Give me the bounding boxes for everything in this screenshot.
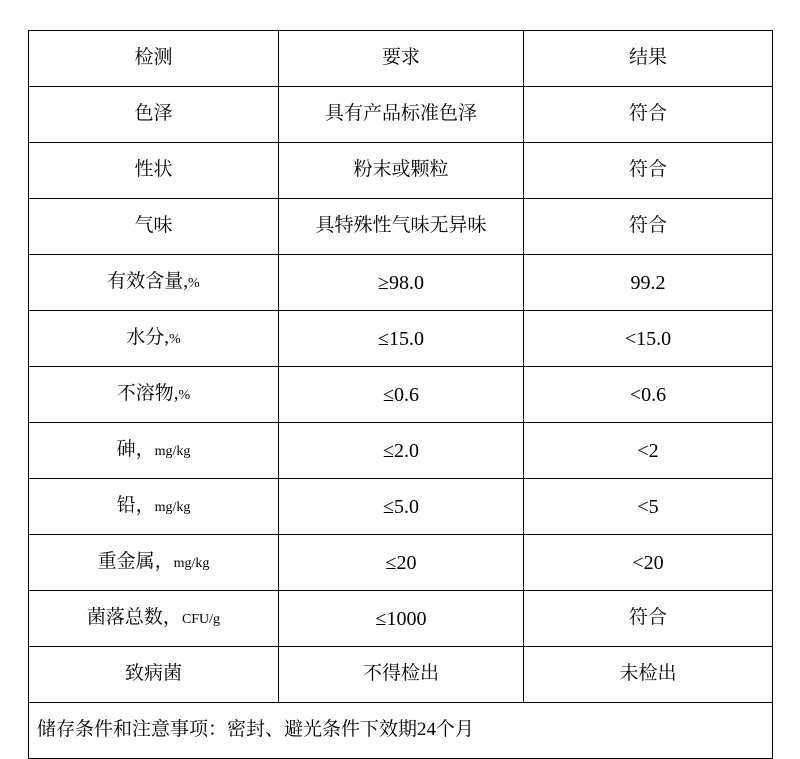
cell-requirement (279, 143, 524, 199)
cell-item-label: 性状 (134, 159, 173, 181)
table-row (29, 423, 773, 479)
cell-item (29, 535, 279, 591)
cell-result (524, 255, 773, 311)
cell-item (29, 647, 279, 703)
table-footer-row (29, 703, 773, 759)
cell-item-label: 致病菌 (124, 663, 182, 685)
table-row (29, 479, 773, 535)
cell-item-label (29, 607, 278, 630)
cell-item-text: 菌落总数， (86, 607, 182, 629)
cell-item-label (29, 327, 278, 350)
cell-item-text: 铅， (116, 495, 155, 517)
cell-requirement-label: ≤0.6 (383, 383, 419, 406)
cell-requirement (279, 87, 524, 143)
cell-item-unit: mg/kg (154, 500, 191, 516)
cell-item-label (29, 551, 278, 574)
cell-requirement-label: 粉末或颗粒 (353, 159, 449, 181)
column-header-result-label: 结果 (628, 47, 667, 69)
cell-item (29, 255, 279, 311)
cell-item-label (29, 439, 278, 462)
cell-result-label: 未检出 (619, 663, 677, 685)
cell-item-text: 重金属， (97, 551, 174, 573)
cell-requirement (279, 199, 524, 255)
spec-table-container (28, 30, 772, 759)
cell-result (524, 423, 773, 479)
cell-requirement (279, 367, 524, 423)
cell-result (524, 311, 773, 367)
cell-requirement (279, 591, 524, 647)
cell-requirement-label: ≤15.0 (378, 327, 424, 350)
cell-requirement-label: 不得检出 (362, 663, 439, 685)
cell-item (29, 199, 279, 255)
cell-result-label: 符合 (628, 607, 667, 629)
cell-result (524, 479, 773, 535)
cell-item (29, 87, 279, 143)
cell-requirement (279, 311, 524, 367)
cell-result-label: <0.6 (629, 383, 667, 406)
cell-result-label: <20 (632, 551, 664, 574)
column-header-result (524, 31, 773, 87)
storage-note-cell (29, 703, 773, 759)
table-row (29, 199, 773, 255)
cell-item-label: 气味 (134, 215, 173, 237)
storage-note-label: 储存条件和注意事项：密封、避光条件下效期24个月 (37, 719, 475, 741)
cell-result (524, 87, 773, 143)
table-row (29, 87, 773, 143)
table-row (29, 143, 773, 199)
cell-item-label (29, 271, 278, 294)
cell-item-text: 有效含量, (107, 271, 189, 293)
cell-result (524, 367, 773, 423)
cell-item-label (29, 383, 278, 406)
cell-item-text: 砷， (116, 439, 155, 461)
cell-result-label: 99.2 (630, 271, 666, 294)
column-header-item (29, 31, 279, 87)
cell-item-unit: % (169, 332, 181, 348)
cell-requirement (279, 479, 524, 535)
cell-result-label: 符合 (628, 103, 667, 125)
cell-item-label: 色泽 (134, 103, 173, 125)
table-row (29, 591, 773, 647)
cell-item-label (29, 495, 278, 518)
cell-result-label: 符合 (628, 215, 667, 237)
cell-item-unit: CFU/g (181, 612, 221, 628)
table-row (29, 367, 773, 423)
column-header-requirement-label: 要求 (381, 47, 420, 69)
cell-requirement-label: ≥98.0 (378, 271, 424, 294)
cell-item-unit: mg/kg (173, 556, 210, 572)
cell-result-label: <2 (637, 439, 659, 462)
table-row (29, 535, 773, 591)
cell-requirement-label: ≤20 (385, 551, 417, 574)
cell-result-label: <15.0 (624, 327, 672, 350)
cell-result-label: <5 (637, 495, 659, 518)
cell-result (524, 143, 773, 199)
cell-requirement (279, 423, 524, 479)
cell-item-text: 水分, (126, 327, 170, 349)
cell-item (29, 479, 279, 535)
inspection-spec-table (28, 30, 773, 759)
cell-item (29, 591, 279, 647)
cell-requirement (279, 647, 524, 703)
cell-requirement (279, 535, 524, 591)
cell-requirement-label: ≤2.0 (383, 439, 419, 462)
cell-item-unit: % (188, 276, 200, 292)
cell-requirement-label: 具有产品标准色泽 (324, 103, 477, 125)
cell-requirement (279, 255, 524, 311)
cell-item (29, 367, 279, 423)
table-row (29, 311, 773, 367)
cell-requirement-label: 具特殊性气味无异味 (315, 215, 487, 237)
cell-result-label: 符合 (628, 159, 667, 181)
column-header-requirement (279, 31, 524, 87)
cell-requirement-label: ≤5.0 (383, 495, 419, 518)
cell-item (29, 143, 279, 199)
table-row (29, 255, 773, 311)
cell-result (524, 199, 773, 255)
cell-result (524, 535, 773, 591)
column-header-item-label: 检测 (134, 47, 173, 69)
cell-item (29, 311, 279, 367)
cell-item-unit: mg/kg (154, 444, 191, 460)
cell-requirement-label: ≤1000 (375, 607, 427, 630)
cell-item (29, 423, 279, 479)
cell-result (524, 647, 773, 703)
cell-item-text: 不溶物, (116, 383, 179, 405)
table-header-row (29, 31, 773, 87)
table-row (29, 647, 773, 703)
cell-result (524, 591, 773, 647)
cell-item-unit: % (178, 388, 191, 404)
